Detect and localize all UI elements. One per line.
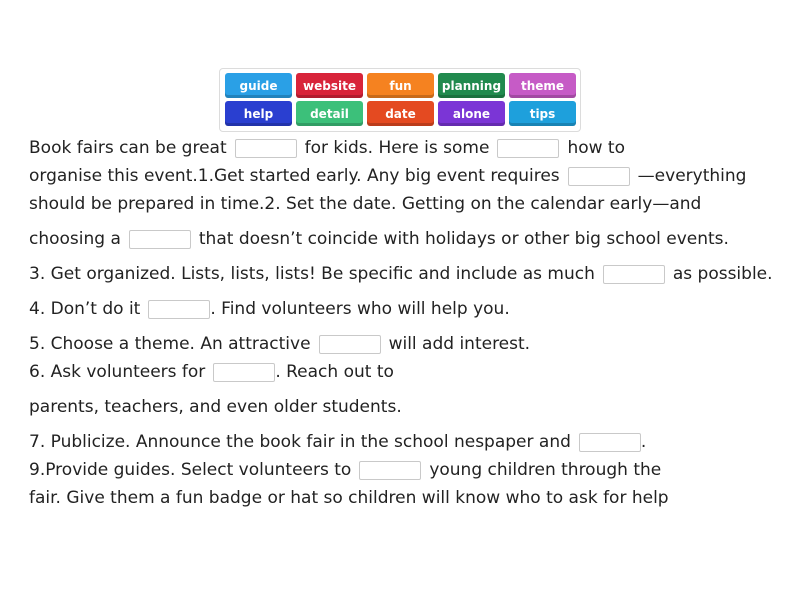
passage-line bbox=[29, 432, 646, 452]
passage-line bbox=[29, 194, 701, 214]
word-chip-help[interactable]: help bbox=[225, 101, 292, 126]
passage-line bbox=[29, 138, 625, 158]
blank-6[interactable] bbox=[148, 300, 210, 319]
passage-text: how to bbox=[567, 138, 625, 158]
passage-text: 4. Don’t do it bbox=[29, 299, 141, 319]
passage-text: for kids. Here is some bbox=[304, 138, 490, 158]
word-chip-fun[interactable]: fun bbox=[367, 73, 434, 98]
blank-8[interactable] bbox=[213, 363, 275, 382]
passage-line bbox=[29, 334, 530, 354]
passage-text: —everything bbox=[637, 166, 747, 186]
blank-4[interactable] bbox=[129, 230, 191, 249]
passage-line bbox=[29, 299, 510, 319]
blank-10[interactable] bbox=[359, 461, 421, 480]
passage-text: . Reach out to bbox=[275, 362, 394, 382]
blank-1[interactable] bbox=[235, 139, 297, 158]
blank-5[interactable] bbox=[603, 265, 665, 284]
passage-text: . Find volunteers who will help you. bbox=[210, 299, 510, 319]
passage-line bbox=[29, 460, 661, 480]
blank-9[interactable] bbox=[579, 433, 641, 452]
passage-text: 3. Get organized. Lists, lists, lists! Be specific and include as much bbox=[29, 264, 595, 284]
passage-text: fair. Give them a fun badge or hat so children will know who to ask for help bbox=[29, 488, 669, 508]
passage-text: that doesn’t coincide with holidays or other big school events. bbox=[198, 229, 729, 249]
blank-7[interactable] bbox=[319, 335, 381, 354]
passage-text: choosing a bbox=[29, 229, 121, 249]
passage-text: 9.Provide guides. Select volunteers to bbox=[29, 460, 352, 480]
passage-text: Book fairs can be great bbox=[29, 138, 227, 158]
passage-text: organise this event.1.Get started early. Any big event requires bbox=[29, 166, 560, 186]
word-chip-alone[interactable]: alone bbox=[438, 101, 505, 126]
word-chip-tips[interactable]: tips bbox=[509, 101, 576, 126]
passage-text: will add interest. bbox=[388, 334, 531, 354]
passage-text: parents, teachers, and even older students. bbox=[29, 397, 402, 417]
passage-line bbox=[29, 488, 669, 508]
passage-line bbox=[29, 362, 394, 382]
word-chip-website[interactable]: website bbox=[296, 73, 363, 98]
passage-text: 7. Publicize. Announce the book fair in the school nespaper and bbox=[29, 432, 571, 452]
passage-line bbox=[29, 264, 773, 284]
word-chip-theme[interactable]: theme bbox=[509, 73, 576, 98]
passage-line bbox=[29, 397, 402, 417]
word-chip-detail[interactable]: detail bbox=[296, 101, 363, 126]
word-chip-date[interactable]: date bbox=[367, 101, 434, 126]
passage-text: as possible. bbox=[672, 264, 773, 284]
passage-line bbox=[29, 229, 729, 249]
blank-2[interactable] bbox=[497, 139, 559, 158]
blank-3[interactable] bbox=[568, 167, 630, 186]
word-chip-guide[interactable]: guide bbox=[225, 73, 292, 98]
passage-line bbox=[29, 166, 746, 186]
passage-text: 5. Choose a theme. An attractive bbox=[29, 334, 311, 354]
passage-text: 6. Ask volunteers for bbox=[29, 362, 206, 382]
word-chip-planning[interactable]: planning bbox=[438, 73, 505, 98]
passage-text: should be prepared in time.2. Set the date. Getting on the calendar early—and bbox=[29, 194, 702, 214]
passage-text: . bbox=[640, 432, 647, 452]
passage-text: young children through the bbox=[429, 460, 662, 480]
